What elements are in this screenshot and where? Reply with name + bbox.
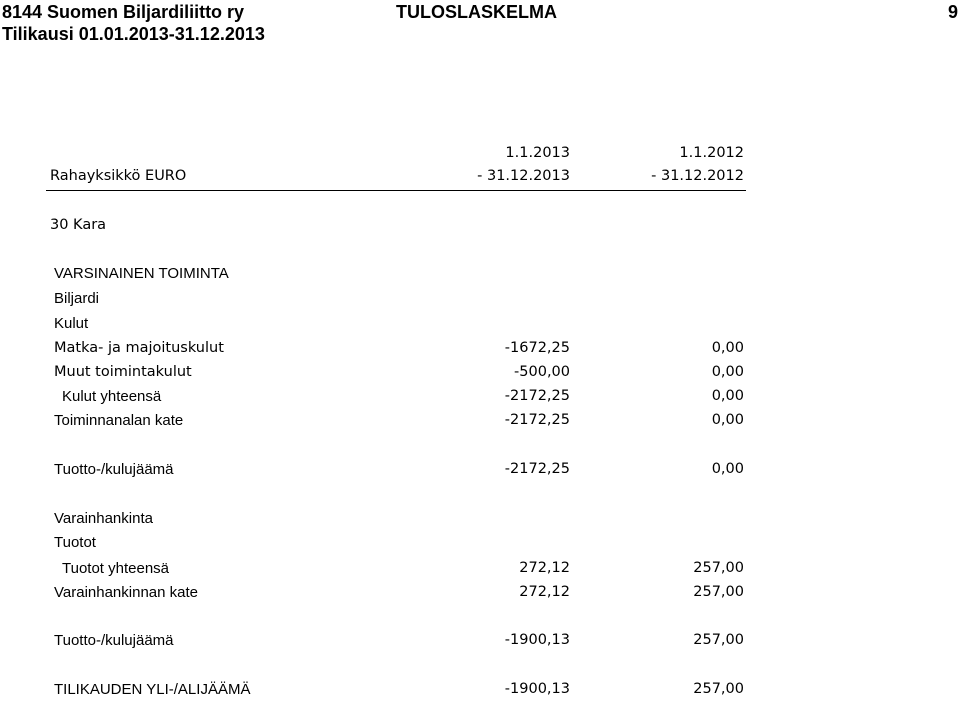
currency-label: Rahayksikkö EURO	[50, 168, 187, 184]
row-label: Tuotto-/kulujäämä	[54, 632, 174, 649]
page-number: 9	[948, 2, 959, 22]
tuotot-heading: Tuotot	[54, 534, 96, 551]
row-current-value: 272,12	[519, 560, 570, 576]
row-current-value: -2172,25	[504, 388, 570, 404]
row-current-value: -1900,13	[504, 632, 570, 648]
row-previous-value: 0,00	[711, 364, 744, 380]
row-current-value: -2172,25	[504, 412, 570, 428]
row-previous-value: 257,00	[693, 681, 744, 697]
row-previous-value: 0,00	[711, 461, 744, 477]
company-name: 8144 Suomen Biljardiliitto ry	[2, 2, 245, 22]
row-current-value: -1900,13	[504, 681, 570, 697]
row-label: TILIKAUDEN YLI-/ALIJÄÄMÄ	[54, 681, 251, 698]
row-label: Tuotot yhteensä	[62, 560, 170, 577]
current-period-to: - 31.12.2013	[477, 168, 570, 184]
row-current-value: -1672,25	[504, 340, 570, 356]
varainhankinta-heading: Varainhankinta	[54, 510, 153, 527]
row-label: Matka- ja majoituskulut	[54, 340, 224, 356]
row-previous-value: 0,00	[711, 388, 744, 404]
section-title: 30 Kara	[50, 217, 107, 233]
row-current-value: -500,00	[514, 364, 570, 380]
row-label: Muut toimintakulut	[54, 364, 192, 380]
report-title: TULOSLASKELMA	[396, 2, 557, 22]
row-current-value: -2172,25	[504, 461, 570, 477]
header-divider	[46, 190, 746, 191]
row-current-value: 272,12	[519, 584, 570, 600]
row-label: Kulut yhteensä	[62, 388, 162, 405]
biljardi-heading: Biljardi	[54, 290, 100, 307]
row-label: Varainhankinnan kate	[54, 584, 198, 601]
row-previous-value: 257,00	[693, 560, 744, 576]
previous-period-to: - 31.12.2012	[651, 168, 744, 184]
row-previous-value: 0,00	[711, 340, 744, 356]
row-previous-value: 257,00	[693, 584, 744, 600]
row-label: Tuotto-/kulujäämä	[54, 461, 174, 478]
row-previous-value: 0,00	[711, 412, 744, 428]
fiscal-period: Tilikausi 01.01.2013-31.12.2013	[2, 24, 265, 44]
kulut-heading: Kulut	[54, 315, 89, 332]
current-period-from: 1.1.2013	[505, 145, 570, 161]
row-label: Toiminnanalan kate	[54, 412, 184, 429]
row-previous-value: 257,00	[693, 632, 744, 648]
varsinainen-heading: VARSINAINEN TOIMINTA	[54, 265, 229, 282]
previous-period-from: 1.1.2012	[679, 145, 744, 161]
